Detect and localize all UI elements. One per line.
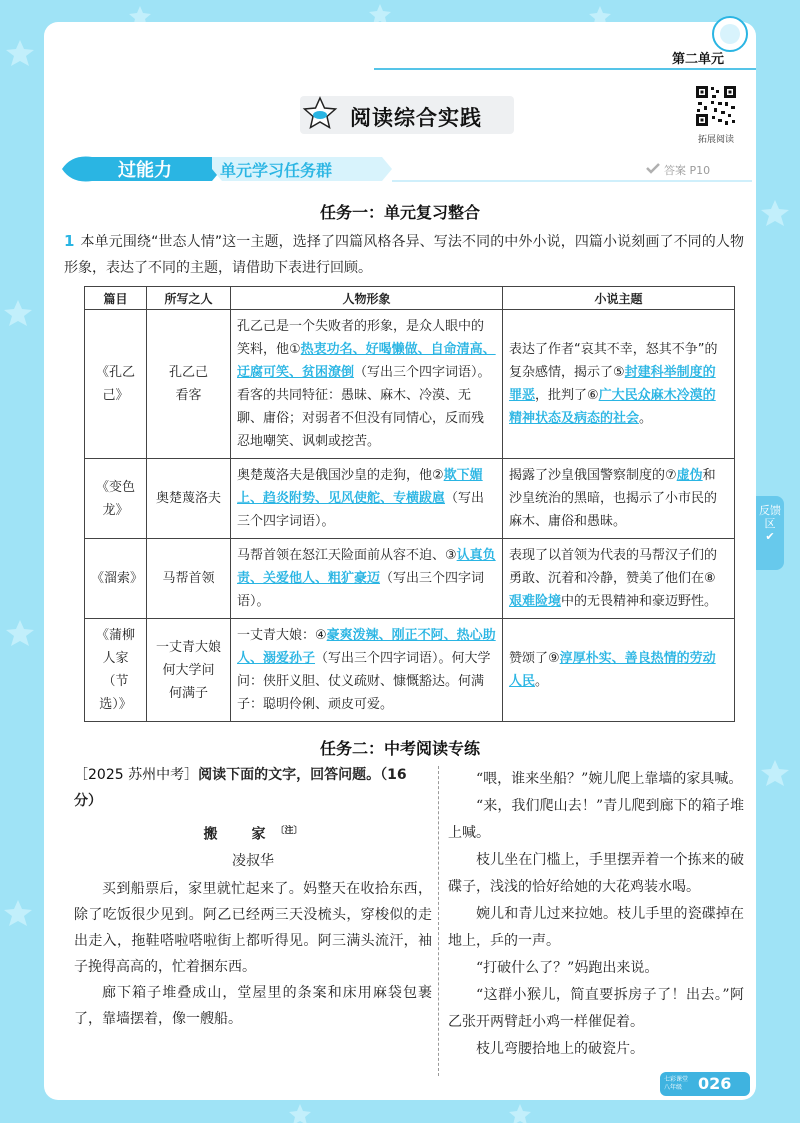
column-header: 小说主题 bbox=[503, 287, 735, 310]
reading-right-column bbox=[448, 766, 744, 1063]
story-paragraph: 婉儿和青儿过来拉她。枝儿手里的瓷碟掉在地上，乒的一声。 bbox=[448, 906, 744, 949]
story-title: 搬 家$^{〔注〕}$ bbox=[203, 826, 303, 843]
story-paragraph: 廊下箱子堆叠成山，堂屋里的条案和床用麻袋包裹了，靠墙摆着，像一艘船。 bbox=[74, 984, 432, 1027]
story-name-cell: 《溜索》 bbox=[85, 539, 147, 619]
theme-cell bbox=[503, 539, 735, 619]
mascot-badge-icon bbox=[710, 14, 750, 54]
cell-text: （写出三个四字词语）。 bbox=[237, 491, 485, 529]
answer-text: 热衷功名、好喝懒做、自命清高、迂腐可笑、贫困潦倒 bbox=[237, 342, 496, 380]
cell-text: 。 bbox=[535, 674, 549, 689]
image-cell bbox=[231, 459, 503, 539]
review-table bbox=[84, 286, 735, 722]
column-header: 篇目 bbox=[85, 287, 147, 310]
image-cell bbox=[231, 539, 503, 619]
theme-cell bbox=[503, 619, 735, 722]
image-cell bbox=[231, 310, 503, 459]
answer-text: 欺下媚上、趋炎附势、见风使舵、专横跋扈 bbox=[237, 468, 483, 506]
header-rule bbox=[374, 68, 756, 70]
cell-text: 揭露了沙皇俄国警察制度的⑦ bbox=[509, 468, 677, 483]
question-number: 1 bbox=[64, 232, 75, 250]
image-cell bbox=[231, 619, 503, 722]
cell-text: 一丈青大娘：④ bbox=[237, 628, 327, 643]
story-paragraph: “打破什么了？”妈跑出来说。 bbox=[476, 960, 659, 976]
section-subtitle: 单元学习任务群 bbox=[220, 161, 333, 180]
cell-text: ，批判了⑥ bbox=[535, 388, 599, 403]
character-name: 看客 bbox=[175, 388, 202, 403]
theme-cell bbox=[503, 459, 735, 539]
cell-text: 表达了作者“哀其不幸，怒其不争”的复杂感情，揭示了⑤ bbox=[509, 342, 718, 380]
story-name-cell: 《变色龙》 bbox=[85, 459, 147, 539]
cell-text: 马帮首领在怒江天险面前从容不迫、③ bbox=[237, 548, 457, 563]
table-row bbox=[85, 539, 735, 619]
table-row bbox=[85, 619, 735, 722]
cell-text: 奥楚蔑洛夫是俄国沙皇的走狗，他② bbox=[237, 468, 444, 483]
task1-heading: 任务一：单元复习整合 bbox=[319, 203, 480, 222]
cell-text: 中的无畏精神和豪迈野性。 bbox=[561, 594, 718, 609]
story-paragraph: “来，我们爬山去！”青儿爬到廊下的箱子堆上喊。 bbox=[448, 798, 744, 841]
question-text: 本单元围绕“世态人情”这一主题，选择了四篇风格各异、写法不同的中外小说，四篇小说刻画了不同的人物形象，表达了不同的主题，请借助下表进行回顾。 bbox=[64, 234, 744, 276]
qr-code-icon[interactable] bbox=[694, 84, 738, 128]
cell-text: 。 bbox=[639, 411, 653, 426]
answer-text: 虚伪 bbox=[676, 468, 703, 483]
character-cell bbox=[147, 539, 231, 619]
story-author: 凌叔华 bbox=[232, 852, 274, 869]
answer-reference[interactable]: 答案 P10 bbox=[664, 164, 711, 177]
story-paragraph: “喂，谁来坐船？”婉儿爬上靠墙的家具喊。 bbox=[476, 771, 743, 787]
instruction-text: 阅读下面的文字，回答问题。（16 分） bbox=[74, 767, 407, 809]
story-name-cell: 《蒲柳人家（节选）》 bbox=[85, 619, 147, 722]
theme-cell bbox=[503, 310, 735, 459]
character-name: 何大学问 bbox=[162, 662, 215, 678]
table-row bbox=[85, 459, 735, 539]
answer-text: 广大民众麻木冷漠的精神状态及病态的社会 bbox=[509, 388, 716, 426]
story-paragraph: 枝儿坐在门槛上，手里摆弄着一个拣来的破碟子，浅浅的恰好给她的大花鸡装水喝。 bbox=[448, 852, 744, 895]
cell-text: （写出三个四字词语）。何大学问：侠肝义胆、仗义疏财、慷慨豁达。何满子：聪明伶俐、顽皮可爱。 bbox=[237, 651, 491, 712]
page-title: 阅读综合实践 bbox=[350, 106, 482, 130]
cell-text: 孔乙己是一个失败者的形象，是众人眼中的笑料，他① bbox=[237, 319, 485, 357]
story-paragraph: 枝儿弯腰拾地上的破瓷片。 bbox=[476, 1041, 644, 1057]
character-cell bbox=[147, 310, 231, 459]
question-1 bbox=[64, 228, 744, 281]
character-name: 马帮首领 bbox=[162, 571, 215, 586]
story-paragraph: “这群小猴儿，简直要拆房子了！出去。”阿乙张开两臂赶小鸡一样催促着。 bbox=[448, 987, 744, 1030]
story-name-cell: 《孔乙己》 bbox=[85, 310, 147, 459]
task2-heading: 任务二：中考阅读专练 bbox=[319, 739, 480, 758]
answer-text: 豪爽泼辣、刚正不阿、热心助人、溺爱孙子 bbox=[237, 628, 496, 666]
footer-tag: 七彩课堂 八年级 bbox=[664, 1076, 689, 1091]
source-label: ［2025 苏州中考］ bbox=[74, 767, 199, 783]
answer-text: 淳厚朴实、善良热情的劳动人民 bbox=[509, 651, 716, 689]
story-paragraph: 买到船票后，家里就忙起来了。妈整天在收拾东西，除了吃饭很少见到。阿乙已经两三天没梳头，穿梭似的走出走入，拖鞋嗒啦嗒啦街上都听得见。阿三满头流汗，袖子挽得高高的，忙着捆东西。 bbox=[74, 880, 432, 975]
column-header: 人物形象 bbox=[231, 287, 503, 310]
note-mark: 〔注〕 bbox=[275, 826, 303, 836]
character-cell bbox=[147, 619, 231, 722]
cell-text: 表现了以首领为代表的马帮汉子们的勇敢、沉着和冷静，赞美了他们在⑧ bbox=[509, 548, 718, 586]
table-header-row bbox=[85, 287, 735, 310]
star-badge-icon bbox=[302, 96, 338, 132]
cell-text: （写出三个四字词语）。看客的共同特征：愚昧、麻木、冷漠、无聊、庸俗；对弱者不但没有同情心，反而残忍地嘲笑、讽刺或挖苦。 bbox=[237, 365, 491, 449]
column-divider bbox=[438, 766, 439, 1076]
table-row bbox=[85, 310, 735, 459]
page-number: 026 bbox=[698, 1074, 732, 1093]
cell-text: 和沙皇统治的黑暗，也揭示了小市民的麻木、庸俗和愚昧。 bbox=[509, 468, 718, 529]
reading-left-column bbox=[74, 762, 432, 1032]
answer-text: 艰难险境 bbox=[509, 594, 562, 609]
cell-text: 赞颂了⑨ bbox=[509, 651, 560, 666]
character-cell bbox=[147, 459, 231, 539]
task2-instruction bbox=[74, 762, 432, 814]
section-tag: 过能力 bbox=[118, 160, 172, 181]
answer-text: 认真负责、关爱他人、粗犷豪迈 bbox=[237, 548, 496, 586]
worksheet-page bbox=[44, 22, 756, 1100]
column-header: 所写之人 bbox=[147, 287, 231, 310]
answer-text: 封建科举制度的罪恶 bbox=[509, 365, 716, 403]
character-name: 奥楚蔑洛夫 bbox=[155, 491, 221, 506]
character-name: 一丈青大娘 bbox=[155, 639, 221, 655]
qr-code-label: 拓展阅读 bbox=[697, 135, 734, 145]
cell-text: （写出三个四字词语）。 bbox=[237, 571, 485, 609]
character-name: 何满子 bbox=[168, 685, 208, 701]
unit-label: 第二单元 bbox=[671, 52, 724, 67]
feedback-tab[interactable]: 反馈区 ✔ bbox=[756, 496, 784, 570]
character-name: 孔乙己 bbox=[168, 365, 208, 380]
